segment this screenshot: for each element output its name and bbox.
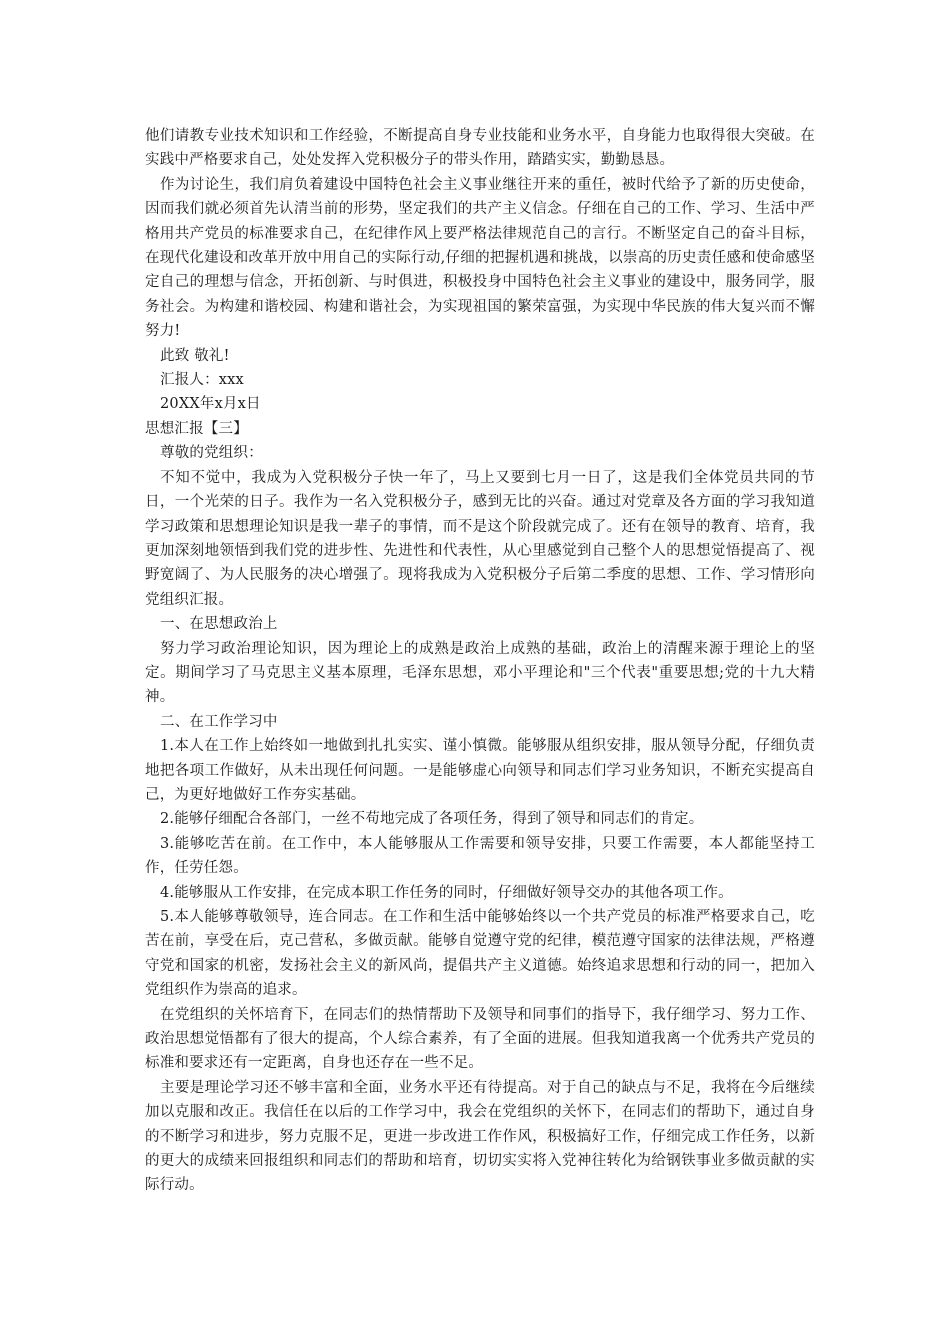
paragraph-conclusion: 主要是理论学习还不够丰富和全面，业务水平还有待提高。对于自己的缺点与不足，我将在今后继续加以克服和改正。我信任在以后的工作学习中，我会在党组织的关怀下，在同志们的帮助下，通过自身的不断学习和进步，努力克服不足，更进一步改进工作作风，积极搞好工作，仔细完成工作任务，以新的更大的成绩来回报组织和同志们的帮助和培育，切切实实将入党神往转化为给钢铁事业多做贡献的实际行动。	[145, 1079, 815, 1194]
paragraph-politics: 努力学习政治理论知识，因为理论上的成熟是政治上成熟的基础，政治上的清醒来源于理论上的坚定。期间学习了马克思主义基本原理，毛泽东思想，邓小平理论和"三个代表"重要思想;党的十九大精神。	[145, 640, 815, 706]
section-heading: 思想汇报【三】	[145, 420, 248, 437]
paragraph-mission: 作为讨论生，我们肩负着建设中国特色社会主义事业继往开来的重任，被时代给予了新的历史使命，因而我们就必须首先认清当前的形势，坚定我们的共产主义信念。仔细在自己的工作、学习、生活中严格用共产党员的标准要求自己，在纪律作风上要严格法律规范自己的言行。不断坚定自己的奋斗目标，在现代化建设和改革开放中用自己的实际行动,仔细的把握机遇和挑战，以崇高的历史责任感和使命感坚定自己的理想与信念，开拓创新、与时俱进，积极投身中国特色社会主义事业的建设中，服务同学，服务社会。为构建和谐校园、构建和谐社会，为实现祖国的繁荣富强，为实现中华民族的伟大复兴而不懈努力!	[145, 176, 815, 340]
closing-salutation: 此致 敬礼!	[160, 347, 230, 364]
list-item-2: 2.能够仔细配合各部门，一丝不苟地完成了各项任务，得到了领导和同志们的肯定。	[160, 811, 704, 828]
list-item-1: 1.本人在工作上始终如一地做到扎扎实实、谨小慎微。能够服从组织安排，服从领导分配，仔细负责地把各项工作做好，从未出现任何问题。一是能够虚心向领导和同志们学习业务知识，不断充实提高自己，为更好地做好工作夯实基础。	[145, 738, 815, 803]
paragraph-continuation: 他们请教专业技术知识和工作经验，不断提高自身专业技能和业务水平，自身能力也取得很大突破。在实践中严格要求自己，处处发挥入党积极分子的带头作用，踏踏实实，勤勤恳恳。	[145, 128, 815, 169]
document-body	[145, 124, 815, 1198]
greeting: 尊敬的党组织：	[160, 445, 263, 462]
paragraph-progress: 在党组织的关怀培育下，在同志们的热情帮助下及领导和同事们的指导下，我仔细学习、努力工作、政治思想觉悟都有了很大的提高，个人综合素养，有了全面的进展。但我知道我离一个优秀共产党员的标准和要求还有一定距离，自身也还存在一些不足。	[145, 1006, 815, 1072]
paragraph-intro: 不知不觉中，我成为入党积极分子快一年了，马上又要到七月一日了，这是我们全体党员共同的节日，一个光荣的日子。我作为一名入党积极分子，感到无比的兴奋。通过对党章及各方面的学习我知道学习政策和思想理论知识是我一辈子的事情，而不是这个阶段就完成了。还有在领导的教育、培育，我更加深刻地领悟到我们党的进步性、先进性和代表性，从心里感觉到自己整个人的思想觉悟提高了、视野宽阔了、为人民服务的决心增强了。现将我成为入党积极分子后第二季度的思想、工作、学习情形向党组织汇报。	[145, 469, 815, 608]
list-item-3: 3.能够吃苦在前。在工作中，本人能够服从工作需要和领导安排，只要工作需要，本人都能坚持工作，任劳任怨。	[145, 835, 815, 877]
subheading-politics: 一、在思想政治上	[160, 616, 278, 633]
date-line: 20XX年x月x日	[160, 396, 261, 413]
reporter-line: 汇报人：xxx	[160, 372, 244, 389]
list-item-5: 5.本人能够尊敬领导，连合同志。在工作和生活中能够始终以一个共产党员的标准严格要求自己，吃苦在前，享受在后，克己营私，多做贡献。能够自觉遵守党的纪律，模范遵守国家的法律法规，严格遵守党和国家的机密，发扬社会主义的新风尚，提倡共产主义道德。始终追求思想和行动的同一，把加入党组织作为崇高的追求。	[145, 909, 815, 999]
subheading-work: 二、在工作学习中	[160, 713, 278, 730]
list-item-4: 4.能够服从工作安排，在完成本职工作任务的同时，仔细做好领导交办的其他各项工作。	[160, 884, 733, 901]
